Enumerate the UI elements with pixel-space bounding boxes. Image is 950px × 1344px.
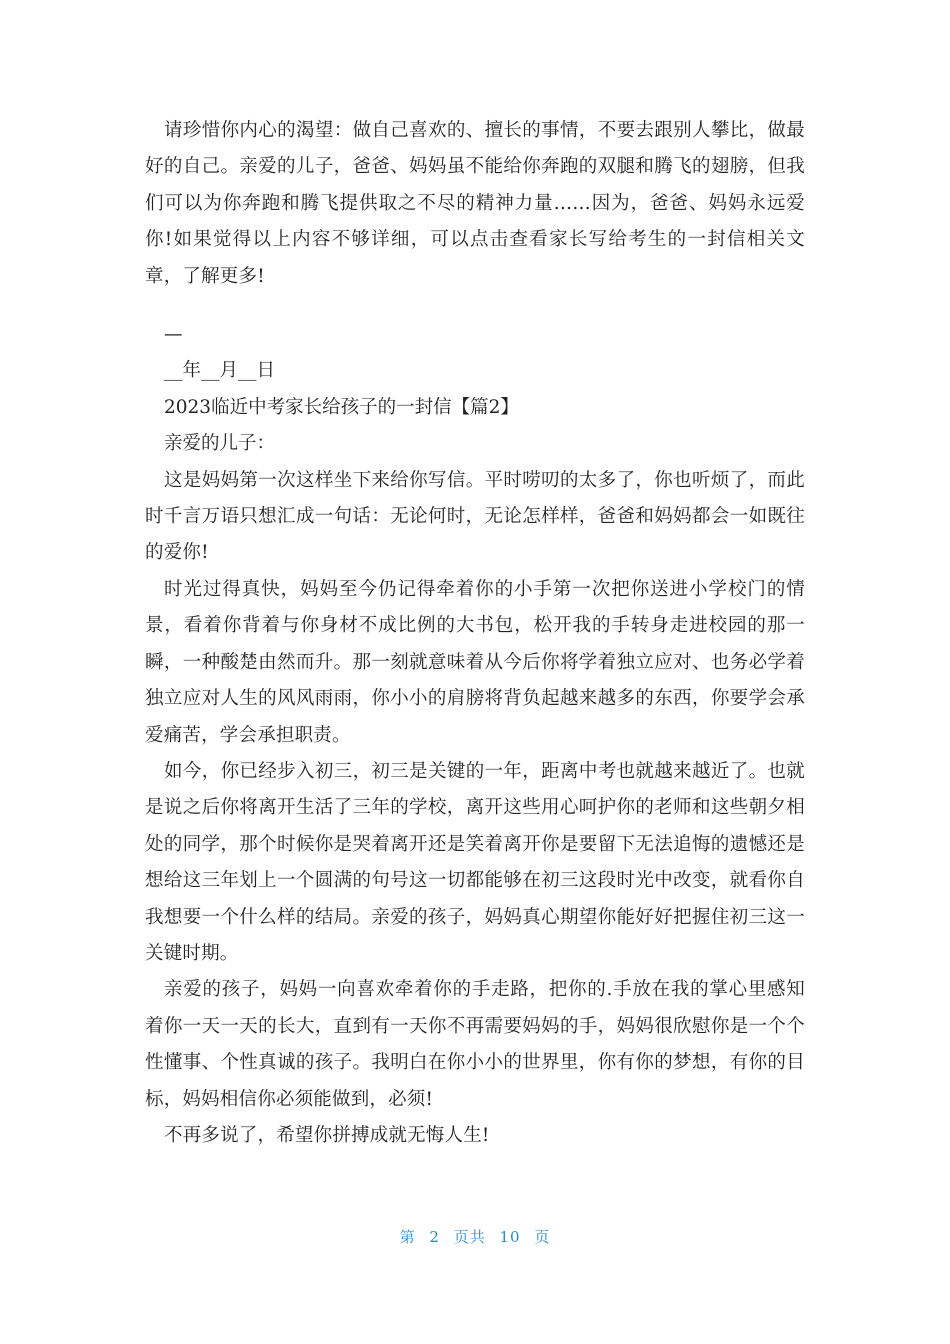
letter-paragraph: 如今，你已经步入初三，初三是关键的一年，距离中考也就越来越近了。也就是说之后你将离开生活了三年的学校，离开这些用心呵护你的老师和这些朝夕相处的同学，那个时候你是哭着离开还是笑着离开你是要留下无法追悔的遗憾还是想给这三年划上一个圆满的句号这一切都能够在初三这段时光中改变，就看你自我想要一个什么样的结局。亲爱的孩子，妈妈真心期望你能好好把握住初三这一关键时期。 [145,760,805,964]
document-body [145,113,805,1154]
page-number-footer [0,1226,950,1247]
spacer [145,295,805,317]
date-line: __年__月__日 [164,360,276,382]
salutation: 亲爱的儿子： [164,433,276,455]
closing-paragraph: 请珍惜你内心的渴望：做自己喜欢的、擅长的事情，不要去跟别人攀比，做最好的自己。亲爱的儿子，爸爸、妈妈虽不能给你奔跑的双腿和腾飞的翅膀，但我们可以为你奔跑和腾飞提供取之不尽的精神力量……因为，爸爸、妈妈永远爱你!如果觉得以上内容不够详细，可以点击查看家长写给考生的一封信相关文章，了解更多! [145,120,805,287]
signature-line: — [164,324,183,346]
letter-paragraph: 这是妈妈第一次这样坐下来给你写信。平时唠叨的太多了，你也听烦了，而此时千言万语只想汇成一句话：无论何时，无论怎样样，爸爸和妈妈都会一如既往的爱你! [145,469,805,564]
section-title: 2023临近中考家长给孩子的一封信【篇2】 [164,396,519,418]
page-label-prefix: 第 [399,1228,416,1246]
letter-paragraph: 不再多说了，希望你拼搏成就无悔人生! [164,1124,490,1146]
page-label-suffix: 页 [534,1228,551,1246]
letter-paragraph: 时光过得真快，妈妈至今仍记得牵着你的小手第一次把你送进小学校门的情景，看着你背着与你身材不成比例的大书包，松开我的手转身走进校园的那一瞬，一种酸楚由然而升。那一刻就意味着从今后你将学着独立应对、也务必学着独立应对人生的风风雨雨，你小小的肩膀将背负起越来越多的东西，你要学会承爱痛苦，学会承担职责。 [145,578,805,746]
page-label-middle: 页共 [453,1228,486,1246]
page-total: 10 [499,1228,521,1246]
letter-paragraph: 亲爱的孩子，妈妈一向喜欢牵着你的手走路，把你的.手放在我的掌心里感知着你一天一天的长大，直到有一天你不再需要妈妈的手，妈妈很欣慰你是一个个性懂事、个性真诚的孩子。我明白在你小小的世界里，你有你的梦想，有你的目标，妈妈相信你必须能做到，必须! [145,979,805,1110]
page-current: 2 [429,1228,440,1246]
